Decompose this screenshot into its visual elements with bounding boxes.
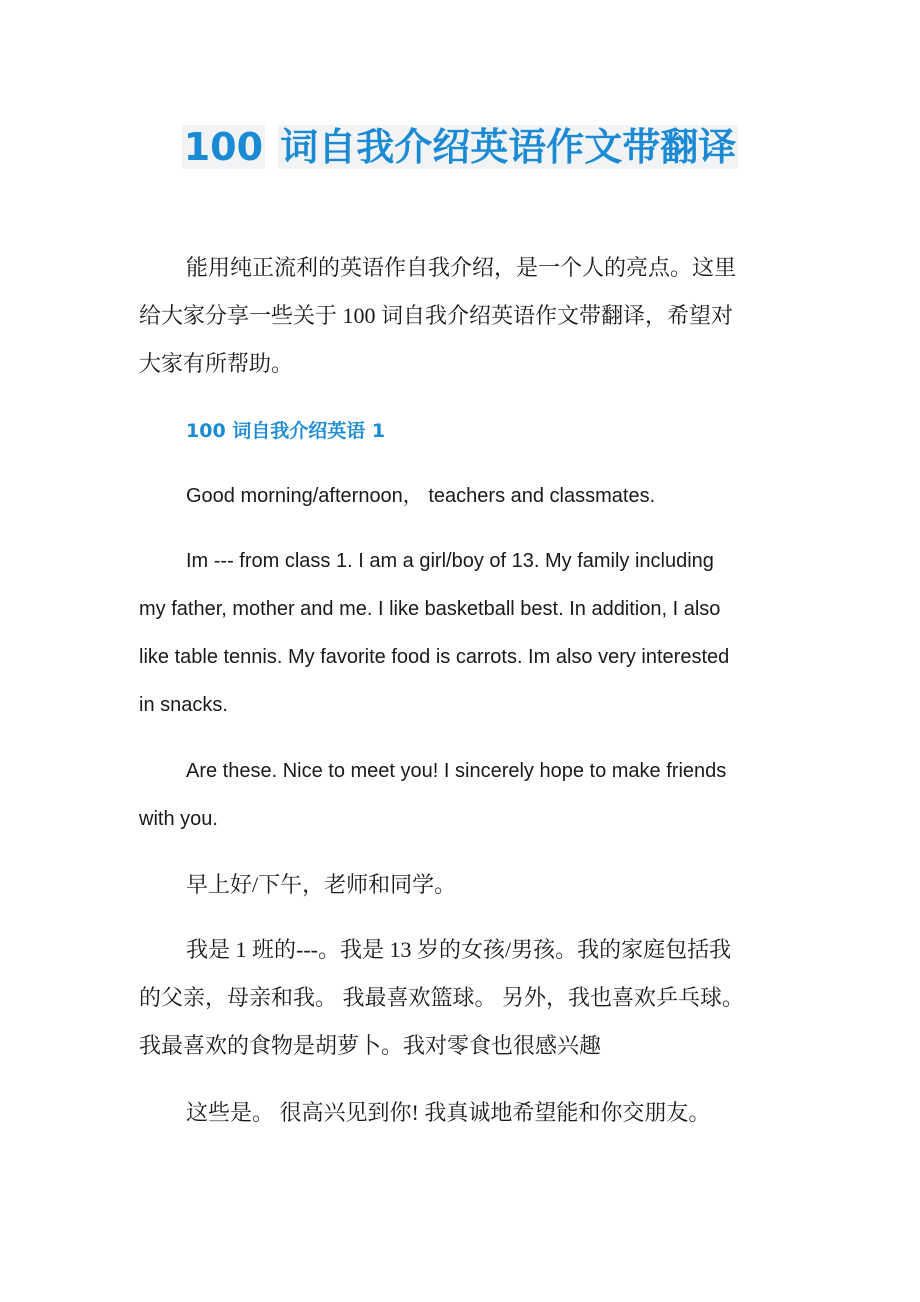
intro-paragraph: [139, 244, 779, 388]
chinese-paragraph-1: [139, 926, 779, 1070]
intro-line: 大家有所帮助。: [139, 351, 294, 376]
english-line: with you.: [139, 808, 218, 830]
title-number: 100: [183, 125, 264, 169]
english-greeting-line: Good morning/afternoon， teachers and classmates.: [186, 485, 656, 507]
english-line: like table tennis. My favorite food is carrots. Im also very interested: [139, 646, 730, 668]
chinese-greeting: [139, 861, 779, 909]
document-title: [0, 118, 920, 176]
intro-line: 能用纯正流利的英语作自我介绍，是一个人的亮点。这里: [186, 255, 737, 280]
chinese-line: 的父亲，母亲和我。 我最喜欢篮球。 另外，我也喜欢乒乓球。: [139, 985, 745, 1010]
section-heading: 100 词自我介绍英语 1: [186, 420, 386, 442]
chinese-greeting-line: 早上好/下午，老师和同学。: [186, 872, 457, 897]
chinese-line: 我最喜欢的食物是胡萝卜。我对零食也很感兴趣: [139, 1033, 602, 1058]
english-line: my father, mother and me. I like basketball best. In addition, I also: [139, 598, 721, 620]
chinese-paragraph-2: [139, 1089, 779, 1137]
english-line: in snacks.: [139, 694, 228, 716]
english-paragraph-2: [139, 747, 779, 843]
english-line: Im --- from class 1. I am a girl/boy of 13. My family including: [186, 550, 714, 572]
chinese-line: 这些是。 很高兴见到你! 我真诚地希望能和你交朋友。: [186, 1100, 711, 1125]
title-text: 词自我介绍英语作文带翻译: [280, 125, 737, 169]
intro-line: 给大家分享一些关于 100 词自我介绍英语作文带翻译，希望对: [139, 303, 734, 328]
english-line: Are these. Nice to meet you! I sincerely hope to make friends: [186, 760, 727, 782]
english-greeting: [139, 472, 779, 520]
chinese-line: 我是 1 班的---。我是 13 岁的女孩/男孩。我的家庭包括我: [186, 937, 732, 962]
english-paragraph-1: [139, 537, 779, 729]
